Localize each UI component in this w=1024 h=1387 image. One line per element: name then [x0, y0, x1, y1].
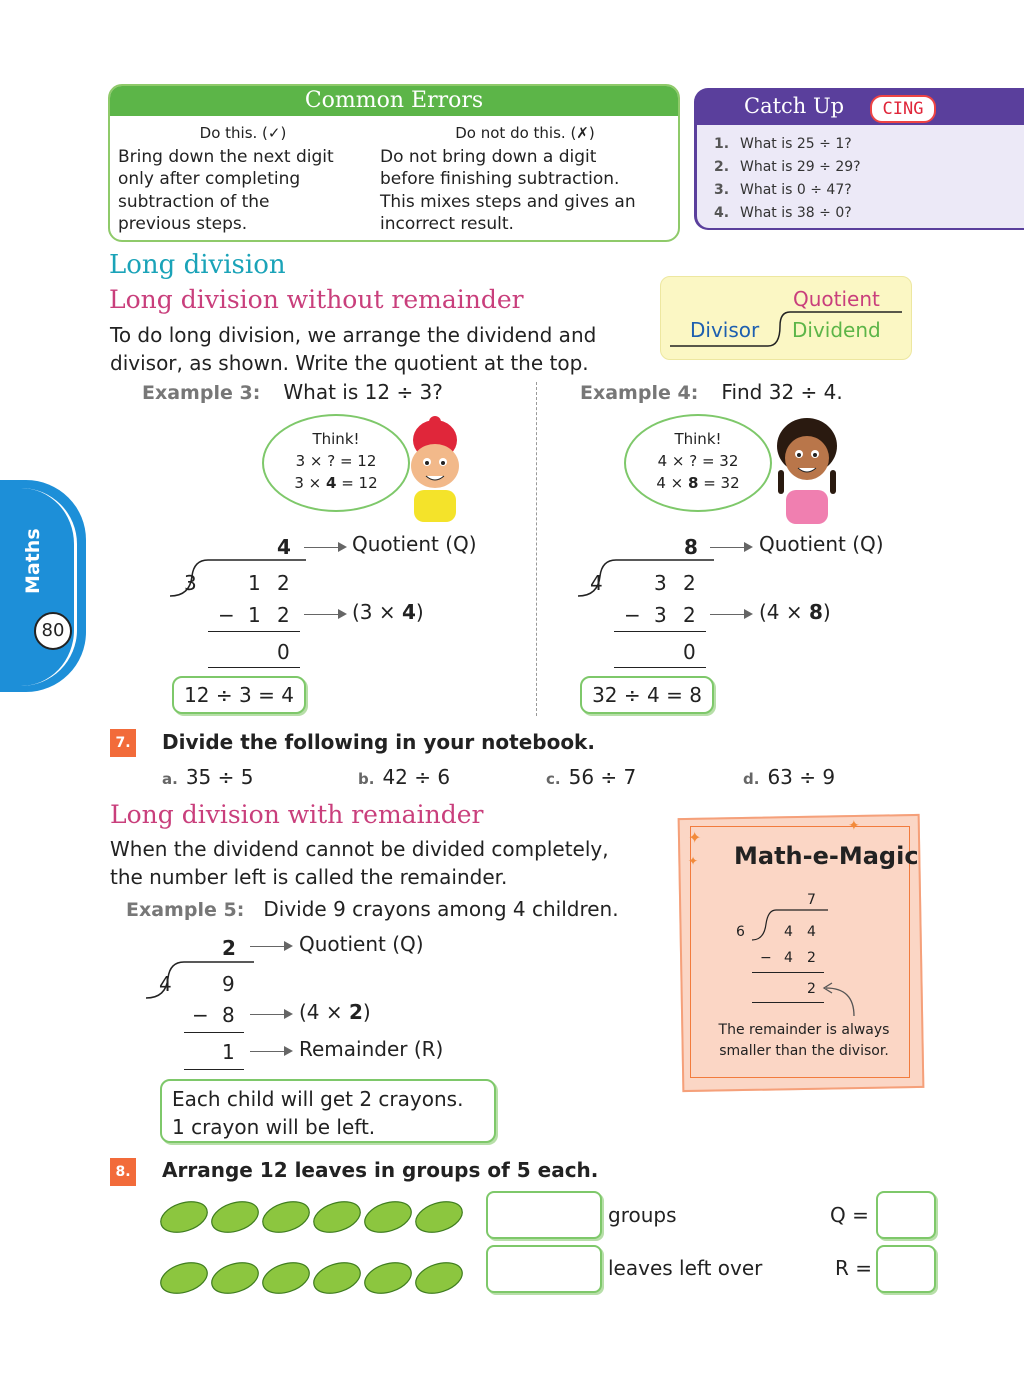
with-remainder-heading: Long division with remainder	[110, 800, 484, 829]
page-number: 80	[34, 612, 72, 650]
remainder-intro: When the dividend cannot be divided completely, the number left is called the remainder.	[110, 837, 609, 889]
example3-header: Example 3: What is 12 ÷ 3?	[142, 380, 443, 404]
leaves-row-1	[158, 1197, 468, 1241]
ex3-quotient: 4	[277, 535, 291, 559]
ex4-dividend-tens: 3	[654, 571, 667, 595]
curved-arrow-icon	[820, 980, 860, 1020]
ex5-line	[184, 1069, 244, 1070]
ex4-minus: −	[624, 603, 641, 627]
ex4-divisor: 4	[590, 571, 603, 595]
q7-item-c: c. 56 ÷ 7	[546, 765, 637, 789]
ex5-quotient-arrow	[250, 946, 290, 947]
mem-sub-ones: 2	[807, 950, 816, 966]
leaves-row-2	[158, 1258, 468, 1302]
wand-sparkle-icon: ✦	[848, 818, 860, 834]
math-e-magic-title: Math-e-Magic	[734, 842, 919, 870]
ex3-line	[208, 631, 300, 632]
ex5-line	[184, 1032, 244, 1033]
do-this-column	[118, 122, 368, 236]
ex5-remainder: 1	[222, 1040, 235, 1064]
ex3-sub-arrow	[304, 614, 344, 615]
do-line: only after completing	[118, 169, 301, 189]
ex5-remainder-arrow	[250, 1051, 290, 1052]
ex5-quotient-label: Quotient (Q)	[299, 932, 424, 956]
diagram-dividend: Dividend	[792, 318, 881, 342]
ex3-quotient-label: Quotient (Q)	[352, 532, 477, 556]
dont-line: This mixes steps and gives an	[380, 191, 636, 212]
ex4-quotient-arrow	[710, 547, 750, 548]
intro-text: To do long division, we arrange the dividend and divisor, as shown. Write the quotient at the top.	[110, 323, 597, 375]
column-divider	[536, 382, 537, 716]
ex3-sub-ones: 2	[277, 603, 290, 627]
ex4-sub-label: (4 × 8)	[759, 600, 831, 624]
ex4-sub-arrow	[710, 614, 750, 615]
leaf-icons	[158, 1197, 468, 1237]
ex3-minus: −	[218, 603, 235, 627]
girl-character-icon	[770, 410, 844, 526]
diagram-bracket	[668, 306, 904, 350]
ex4-quotient-label: Quotient (Q)	[759, 532, 884, 556]
common-errors-title: Common Errors	[110, 86, 678, 116]
ex4-quotient: 8	[684, 535, 698, 559]
do-line: Bring down the next digit	[118, 146, 334, 167]
example4-think-bubble: Think! 4 × ? = 32 4 × 8 = 32	[624, 414, 772, 512]
catch-up-item: 2. What is 29 ÷ 29?	[714, 159, 861, 175]
mem-sub-tens: 4	[784, 950, 793, 966]
leaf-icons	[158, 1258, 468, 1298]
ex3-line	[208, 667, 300, 668]
ex5-note-box: Each child will get 2 crayons. 1 crayon will be left.	[160, 1079, 496, 1143]
dont-line: before finishing subtraction.	[380, 169, 620, 189]
groups-label: groups	[608, 1203, 677, 1227]
do-line: subtraction of the	[118, 191, 270, 212]
catch-up-title: Catch Up	[744, 94, 845, 118]
ex4-sub-ones: 2	[683, 603, 696, 627]
boy-character-icon	[404, 412, 466, 524]
ex3-sub-label: (3 × 4)	[352, 600, 424, 624]
ex3-result: 0	[277, 640, 290, 664]
mem-dividend-tens: 4	[784, 924, 793, 940]
without-remainder-heading: Long division without remainder	[109, 285, 524, 314]
ex5-minus: −	[192, 1003, 209, 1027]
dont-column	[380, 122, 670, 236]
ex5-dividend: 9	[222, 972, 235, 996]
ex4-result: 0	[683, 640, 696, 664]
ex4-line	[614, 667, 706, 668]
r-label: R =	[835, 1256, 873, 1280]
ex4-sub-tens: 3	[654, 603, 667, 627]
ex5-quotient: 2	[222, 936, 236, 960]
q7-item-b: b. 42 ÷ 6	[358, 765, 451, 789]
ex3-quotient-arrow	[304, 547, 344, 548]
ex3-divisor: 3	[184, 571, 197, 595]
mem-minus: −	[760, 950, 772, 966]
q-label: Q =	[830, 1203, 869, 1227]
leftover-answer-box[interactable]	[486, 1245, 602, 1293]
groups-answer-box[interactable]	[486, 1191, 602, 1239]
subject-label: Maths	[22, 528, 44, 594]
q8-number: 8.	[110, 1158, 136, 1186]
catch-up-item: 4. What is 38 ÷ 0?	[714, 205, 852, 221]
quotient-answer-box[interactable]	[876, 1191, 936, 1239]
ex4-answer-box: 32 ÷ 4 = 8	[580, 676, 714, 714]
ex3-answer-box: 12 ÷ 3 = 4	[172, 676, 306, 714]
mem-line	[752, 1002, 824, 1003]
ex3-dividend-tens: 1	[248, 571, 261, 595]
sparkle-icon: ✦	[688, 828, 702, 847]
dont-header: Do not do this. (✗)	[455, 124, 595, 142]
diagram-quotient: Quotient	[793, 287, 880, 311]
catch-up-item: 3. What is 0 ÷ 47?	[714, 182, 852, 198]
ex5-sub-arrow	[250, 1014, 290, 1015]
mem-quotient: 7	[807, 892, 816, 908]
catch-up-item: 1. What is 25 ÷ 1?	[714, 136, 852, 152]
q8-title: Arrange 12 leaves in groups of 5 each.	[162, 1158, 599, 1182]
do-this-header: Do this. (✓)	[199, 124, 287, 142]
q7-item-d: d. 63 ÷ 9	[743, 765, 836, 789]
dont-line: incorrect result.	[380, 214, 514, 234]
sparkle-icon: ✦	[688, 854, 699, 868]
example3-think-bubble: Think! 3 × ? = 12 3 × 4 = 12	[262, 414, 410, 512]
ex5-sub-label: (4 × 2)	[299, 1000, 371, 1024]
example4-header: Example 4: Find 32 ÷ 4.	[580, 380, 843, 404]
mem-note: The remainder is always smaller than the divisor.	[718, 1022, 890, 1059]
common-errors-box	[108, 84, 680, 242]
ex3-sub-tens: 1	[248, 603, 261, 627]
diagram-divisor: Divisor	[690, 318, 760, 342]
q7-item-a: a. 35 ÷ 5	[162, 765, 254, 789]
mem-line	[752, 972, 824, 973]
ex5-remainder-label: Remainder (R)	[299, 1037, 444, 1061]
dont-line: Do not bring down a digit	[380, 146, 597, 167]
catch-up-badge: CING	[870, 95, 936, 123]
ex4-line	[614, 631, 706, 632]
mem-remainder: 2	[807, 981, 816, 997]
q7-title: Divide the following in your notebook.	[162, 730, 595, 754]
mem-divisor: 6	[736, 924, 745, 940]
ex3-dividend-ones: 2	[277, 571, 290, 595]
long-division-heading: Long division	[109, 250, 286, 280]
ex4-dividend-ones: 2	[683, 571, 696, 595]
q7-number: 7.	[110, 729, 136, 757]
leftover-label: leaves left over	[608, 1256, 763, 1280]
mem-dividend-ones: 4	[807, 924, 816, 940]
do-line: previous steps.	[118, 214, 248, 234]
remainder-answer-box[interactable]	[876, 1245, 936, 1293]
ex5-sub: 8	[222, 1003, 235, 1027]
example5-header: Example 5: Divide 9 crayons among 4 children.	[126, 897, 619, 921]
ex5-divisor: 4	[159, 972, 172, 996]
